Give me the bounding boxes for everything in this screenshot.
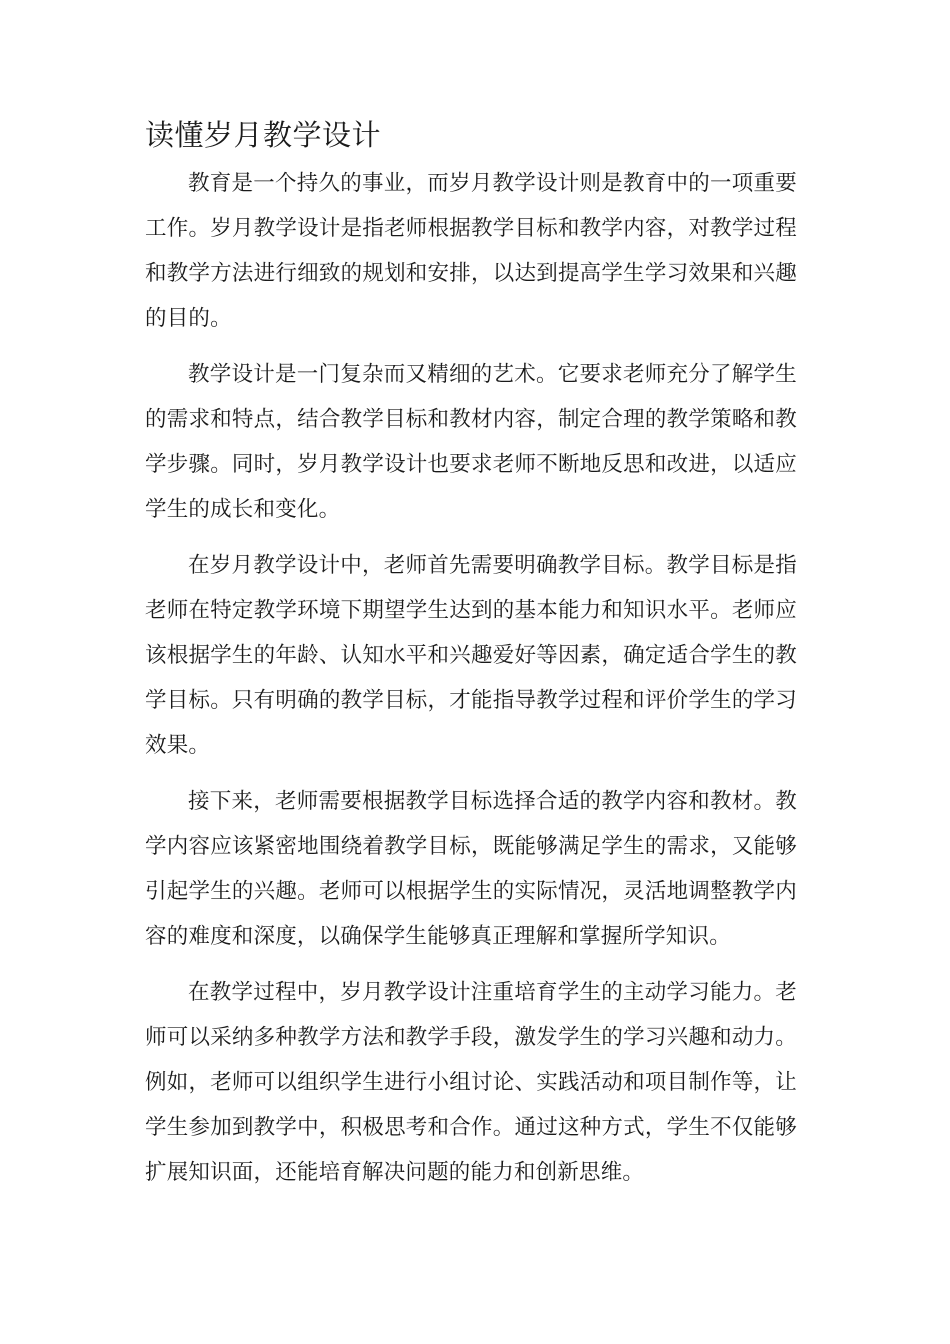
paragraph-1: 教育是一个持久的事业，而岁月教学设计则是教育中的一项重要工作。岁月教学设计是指老师根据教学目标和教学内容，对教学过程和教学方法进行细致的规划和安排，以达到提高学生学习效果和兴趣的目的。 — [145, 171, 797, 331]
paragraph-5: 在教学过程中，岁月教学设计注重培育学生的主动学习能力。老师可以采纳多种教学方法和教学手段，激发学生的学习兴趣和动力。例如，老师可以组织学生进行小组讨论、实践活动和项目制作等，让学生参加到教学中，积极思考和合作。通过这种方式，学生不仅能够扩展知识面，还能培育解决问题的能力和创新思维。 — [145, 980, 797, 1185]
document-title: 读懂岁月教学设计 — [145, 118, 382, 152]
paragraph-3: 在岁月教学设计中，老师首先需要明确教学目标。教学目标是指老师在特定教学环境下期望学生达到的基本能力和知识水平。老师应该根据学生的年龄、认知水平和兴趣爱好等因素，确定适合学生的教学目标。只有明确的教学目标，才能指导教学过程和评价学生的学习效果。 — [145, 553, 797, 758]
paragraph-4: 接下来，老师需要根据教学目标选择合适的教学内容和教材。教学内容应该紧密地围绕着教学目标，既能够满足学生的需求，又能够引起学生的兴趣。老师可以根据学生的实际情况，灵活地调整教学内容的难度和深度，以确保学生能够真正理解和掌握所学知识。 — [145, 789, 797, 949]
paragraph-2: 教学设计是一门复杂而又精细的艺术。它要求老师充分了解学生的需求和特点，结合教学目标和教材内容，制定合理的教学策略和教学步骤。同时，岁月教学设计也要求老师不断地反思和改进，以适应学生的成长和变化。 — [145, 362, 797, 522]
document-page — [145, 112, 797, 1206]
